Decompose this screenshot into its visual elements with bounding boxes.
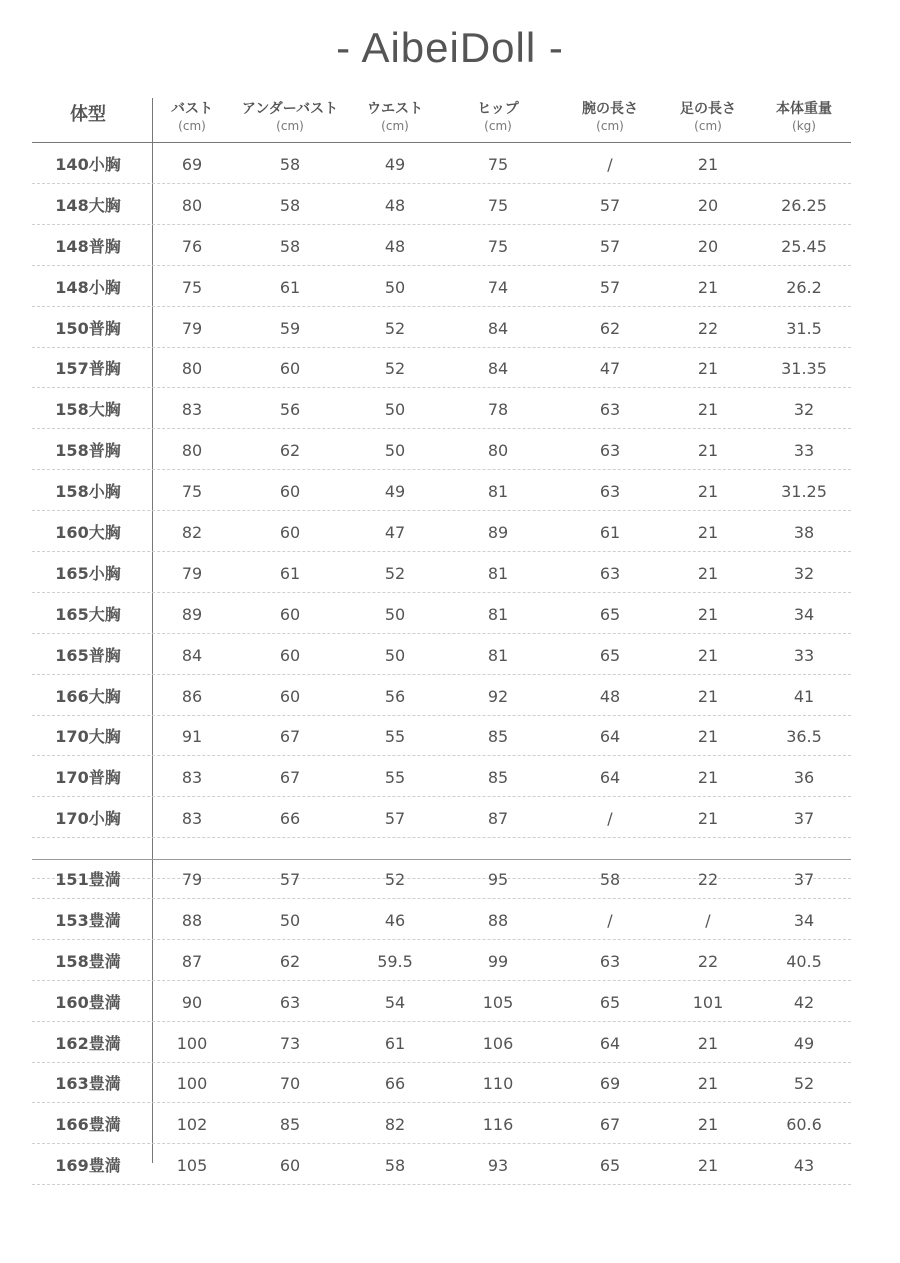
row-model-label: 151豊満: [55, 870, 121, 889]
column-header-unit: (cm): [276, 119, 304, 133]
table-cell: 83: [181, 768, 203, 788]
table-cell: 60: [279, 604, 301, 624]
table-row: [32, 942, 851, 981]
table-cell: 80: [181, 441, 203, 461]
table-row: [32, 472, 851, 511]
table-cell: 60: [279, 359, 301, 379]
table-cell: 52: [793, 1074, 815, 1094]
table-row: [32, 1105, 851, 1144]
table-cell: 58: [599, 870, 621, 889]
table-cell: 50: [384, 441, 406, 461]
table-cell: 32: [793, 563, 815, 583]
column-header-label: アンダーバスト: [241, 101, 339, 117]
table-cell: 78: [487, 400, 509, 420]
table-cell: 67: [279, 768, 301, 788]
table-cell: 81: [487, 645, 509, 665]
table-row: [32, 758, 851, 797]
table-cell: 67: [599, 1115, 621, 1135]
table-cell: 33: [793, 441, 815, 461]
table-cell: 58: [279, 155, 301, 174]
table-row: [32, 186, 851, 225]
table-cell: 21: [697, 155, 719, 174]
column-header-label: 体型: [70, 104, 106, 125]
table-cell: 61: [384, 1033, 406, 1053]
table-cell: 65: [599, 992, 621, 1012]
table-row: [32, 349, 851, 388]
table-cell: 60: [279, 523, 301, 543]
table-cell: 21: [697, 441, 719, 461]
table-cell: 62: [279, 441, 301, 461]
column-header-label: 足の長さ: [680, 101, 736, 117]
table-cell: 31.5: [786, 318, 822, 338]
table-cell: 83: [181, 400, 203, 420]
table-cell: 99: [487, 951, 509, 971]
row-model-label: 158豊満: [55, 951, 121, 971]
table-row: [32, 1146, 851, 1185]
table-cell: 36: [793, 768, 815, 788]
table-row: [32, 309, 851, 348]
table-cell: 55: [384, 768, 406, 788]
table-cell: 25.45: [781, 236, 827, 256]
table-row: [32, 1024, 851, 1063]
header-divider: [32, 142, 851, 143]
column-header-label: バスト: [171, 101, 213, 117]
table-cell: 46: [384, 910, 406, 930]
column-header-unit: (cm): [381, 119, 409, 133]
table-cell: 81: [487, 563, 509, 583]
column-header-unit: (cm): [694, 119, 722, 133]
table-cell: 90: [181, 992, 203, 1012]
table-cell: 101: [692, 992, 724, 1012]
table-cell: 50: [384, 645, 406, 665]
table-cell: 20: [697, 195, 719, 215]
table-cell: 56: [384, 686, 406, 706]
table-cell: 95: [487, 870, 509, 889]
table-cell: 75: [181, 482, 203, 502]
table-cell: 100: [176, 1033, 208, 1053]
row-model-label: 140小胸: [55, 155, 121, 174]
column-header-label: 本体重量: [776, 101, 832, 117]
size-table-group-standard: [32, 145, 851, 881]
table-cell: 31.25: [781, 482, 827, 502]
table-cell: 93: [487, 1156, 509, 1176]
table-row: [32, 595, 851, 634]
column-header-7: [759, 100, 849, 134]
column-header-label: ヒップ: [477, 101, 519, 117]
table-row: [32, 227, 851, 266]
table-cell: 74: [487, 277, 509, 297]
table-cell: 58: [279, 195, 301, 215]
table-cell: 58: [384, 1156, 406, 1176]
table-cell: 100: [176, 1074, 208, 1094]
table-cell: 84: [487, 359, 509, 379]
row-model-label: 165大胸: [55, 604, 121, 624]
table-cell: 49: [384, 155, 406, 174]
table-cell: 79: [181, 870, 203, 889]
table-cell: 38: [793, 523, 815, 543]
table-cell: 21: [697, 482, 719, 502]
table-cell: 41: [793, 686, 815, 706]
table-cell: 21: [697, 1033, 719, 1053]
table-cell: 21: [697, 523, 719, 543]
table-cell: 63: [599, 441, 621, 461]
table-cell: 70: [279, 1074, 301, 1094]
table-cell: 66: [279, 809, 301, 829]
table-cell: 83: [181, 809, 203, 829]
table-cell: 22: [697, 870, 719, 889]
table-cell: 34: [793, 604, 815, 624]
table-cell: 37: [793, 870, 815, 889]
column-header-2: [225, 100, 355, 134]
table-cell: 89: [487, 523, 509, 543]
table-cell: 63: [599, 563, 621, 583]
table-cell: 21: [697, 604, 719, 624]
table-row: [32, 717, 851, 756]
table-cell: 57: [599, 277, 621, 297]
table-cell: 21: [697, 1074, 719, 1094]
table-row: [32, 1064, 851, 1103]
row-model-label: 160大胸: [55, 523, 121, 543]
table-cell: 65: [599, 1156, 621, 1176]
table-cell: 48: [384, 195, 406, 215]
table-row: [32, 513, 851, 552]
table-cell: 43: [793, 1156, 815, 1176]
table-cell: 52: [384, 318, 406, 338]
table-cell: 47: [599, 359, 621, 379]
table-cell: 36.5: [786, 727, 822, 747]
table-cell: 88: [487, 910, 509, 930]
column-header-unit: (kg): [792, 119, 816, 133]
column-header-3: [350, 100, 440, 134]
table-cell: 59.5: [377, 951, 413, 971]
table-row: [32, 268, 851, 307]
table-cell: /: [607, 910, 613, 930]
table-cell: 75: [487, 236, 509, 256]
table-cell: 33: [793, 645, 815, 665]
table-row: [32, 145, 851, 184]
table-cell: 66: [384, 1074, 406, 1094]
table-cell: 21: [697, 359, 719, 379]
table-row: [32, 636, 851, 675]
table-cell: 106: [482, 1033, 514, 1053]
table-cell: 80: [181, 359, 203, 379]
table-cell: 54: [384, 992, 406, 1012]
table-row: [32, 901, 851, 940]
column-header-0: [33, 100, 143, 128]
row-model-label: 153豊満: [55, 910, 121, 930]
table-cell: 62: [279, 951, 301, 971]
table-cell: 57: [599, 195, 621, 215]
table-cell: 47: [384, 523, 406, 543]
table-cell: 22: [697, 318, 719, 338]
table-cell: 75: [181, 277, 203, 297]
table-cell: 60: [279, 645, 301, 665]
table-cell: 64: [599, 768, 621, 788]
table-cell: 50: [384, 400, 406, 420]
table-cell: 69: [181, 155, 203, 174]
row-model-label: 169豊満: [55, 1156, 121, 1176]
table-cell: 32: [793, 400, 815, 420]
table-cell: 67: [279, 727, 301, 747]
table-cell: 21: [697, 645, 719, 665]
table-cell: /: [607, 809, 613, 829]
table-cell: 88: [181, 910, 203, 930]
table-cell: 20: [697, 236, 719, 256]
row-model-label: 166豊満: [55, 1115, 121, 1135]
table-cell: 60: [279, 1156, 301, 1176]
table-cell: 21: [697, 563, 719, 583]
table-cell: 75: [487, 195, 509, 215]
table-cell: 50: [384, 604, 406, 624]
table-cell: 87: [487, 809, 509, 829]
table-row: [32, 390, 851, 429]
row-model-label: 158大胸: [55, 400, 121, 420]
table-cell: 82: [384, 1115, 406, 1135]
row-model-label: 170大胸: [55, 727, 121, 747]
table-cell: 80: [487, 441, 509, 461]
table-cell: 26.2: [786, 277, 822, 297]
table-cell: 21: [697, 809, 719, 829]
row-model-label: 160豊満: [55, 992, 121, 1012]
table-cell: 52: [384, 359, 406, 379]
table-cell: 63: [599, 482, 621, 502]
table-cell: 61: [279, 563, 301, 583]
table-cell: 60: [279, 482, 301, 502]
column-header-4: [453, 100, 543, 134]
column-header-label: 腕の長さ: [582, 101, 638, 117]
table-cell: 85: [487, 727, 509, 747]
table-cell: 49: [793, 1033, 815, 1053]
table-cell: 63: [599, 951, 621, 971]
table-cell: [759, 145, 849, 183]
table-cell: 76: [181, 236, 203, 256]
table-cell: 110: [482, 1074, 514, 1094]
table-cell: 21: [697, 1115, 719, 1135]
row-model-label: 158小胸: [55, 482, 121, 502]
table-cell: 84: [487, 318, 509, 338]
column-header-1: [157, 100, 227, 134]
table-cell: 57: [279, 870, 301, 889]
row-model-label: 150普胸: [55, 318, 121, 338]
row-model-label: 148小胸: [55, 277, 121, 297]
table-cell: 80: [181, 195, 203, 215]
table-cell: 63: [599, 400, 621, 420]
table-row: [32, 983, 851, 1022]
table-cell: 64: [599, 1033, 621, 1053]
table-cell: 84: [181, 645, 203, 665]
table-cell: 49: [384, 482, 406, 502]
table-cell: 37: [793, 809, 815, 829]
table-cell: /: [705, 910, 711, 930]
table-cell: 55: [384, 727, 406, 747]
table-cell: 21: [697, 1156, 719, 1176]
table-cell: /: [607, 155, 613, 174]
table-cell: 63: [279, 992, 301, 1012]
table-cell: 79: [181, 318, 203, 338]
table-cell: 116: [482, 1115, 514, 1135]
table-cell: 50: [384, 277, 406, 297]
table-cell: 40.5: [786, 951, 822, 971]
table-cell: 26.25: [781, 195, 827, 215]
column-header-label: ウエスト: [367, 101, 423, 117]
table-cell: 69: [599, 1074, 621, 1094]
row-model-label: 158普胸: [55, 441, 121, 461]
table-row: [32, 860, 851, 899]
table-row: [32, 799, 851, 838]
table-cell: 60.6: [786, 1115, 822, 1135]
table-cell: 64: [599, 727, 621, 747]
table-cell: 102: [176, 1115, 208, 1135]
row-model-label: 163豊満: [55, 1074, 121, 1094]
column-header-unit: (cm): [484, 119, 512, 133]
table-cell: 105: [482, 992, 514, 1012]
size-table-group-plump: [32, 859, 851, 1187]
row-model-label: 170普胸: [55, 768, 121, 788]
table-cell: 79: [181, 563, 203, 583]
table-cell: 75: [487, 155, 509, 174]
table-cell: 82: [181, 523, 203, 543]
table-cell: 21: [697, 686, 719, 706]
table-cell: 52: [384, 870, 406, 889]
row-model-label: 157普胸: [55, 359, 121, 379]
table-cell: 85: [279, 1115, 301, 1135]
row-model-label: 170小胸: [55, 809, 121, 829]
column-header-6: [663, 100, 753, 134]
table-cell: 73: [279, 1033, 301, 1053]
table-row: [32, 554, 851, 593]
table-cell: 65: [599, 645, 621, 665]
table-cell: 31.35: [781, 359, 827, 379]
table-cell: 21: [697, 400, 719, 420]
table-cell: 62: [599, 318, 621, 338]
table-cell: 81: [487, 482, 509, 502]
column-header-unit: (cm): [178, 119, 206, 133]
table-cell: 105: [176, 1156, 208, 1176]
table-cell: 87: [181, 951, 203, 971]
row-model-label: 165小胸: [55, 563, 121, 583]
row-model-label: 148大胸: [55, 195, 121, 215]
table-cell: 59: [279, 318, 301, 338]
table-cell: 81: [487, 604, 509, 624]
table-cell: 89: [181, 604, 203, 624]
column-header-5: [565, 100, 655, 134]
table-cell: 61: [599, 523, 621, 543]
table-cell: 61: [279, 277, 301, 297]
column-header-unit: (cm): [596, 119, 624, 133]
table-cell: 58: [279, 236, 301, 256]
row-model-label: 148普胸: [55, 236, 121, 256]
table-cell: 92: [487, 686, 509, 706]
table-row: [32, 677, 851, 716]
table-cell: 22: [697, 951, 719, 971]
table-cell: 91: [181, 727, 203, 747]
table-cell: 86: [181, 686, 203, 706]
row-model-label: 165普胸: [55, 645, 121, 665]
table-cell: 21: [697, 768, 719, 788]
table-cell: 52: [384, 563, 406, 583]
table-cell: 21: [697, 277, 719, 297]
table-cell: 50: [279, 910, 301, 930]
table-cell: 57: [599, 236, 621, 256]
row-model-label: 166大胸: [55, 686, 121, 706]
table-cell: 42: [793, 992, 815, 1012]
table-cell: 85: [487, 768, 509, 788]
table-row: [32, 431, 851, 470]
table-cell: 34: [793, 910, 815, 930]
table-cell: 60: [279, 686, 301, 706]
table-cell: 48: [599, 686, 621, 706]
table-cell: 48: [384, 236, 406, 256]
row-model-label: 162豊満: [55, 1033, 121, 1053]
table-cell: 56: [279, 400, 301, 420]
table-cell: 57: [384, 809, 406, 829]
table-cell: 21: [697, 727, 719, 747]
page-title: - AibeiDoll -: [336, 24, 564, 71]
table-cell: 65: [599, 604, 621, 624]
